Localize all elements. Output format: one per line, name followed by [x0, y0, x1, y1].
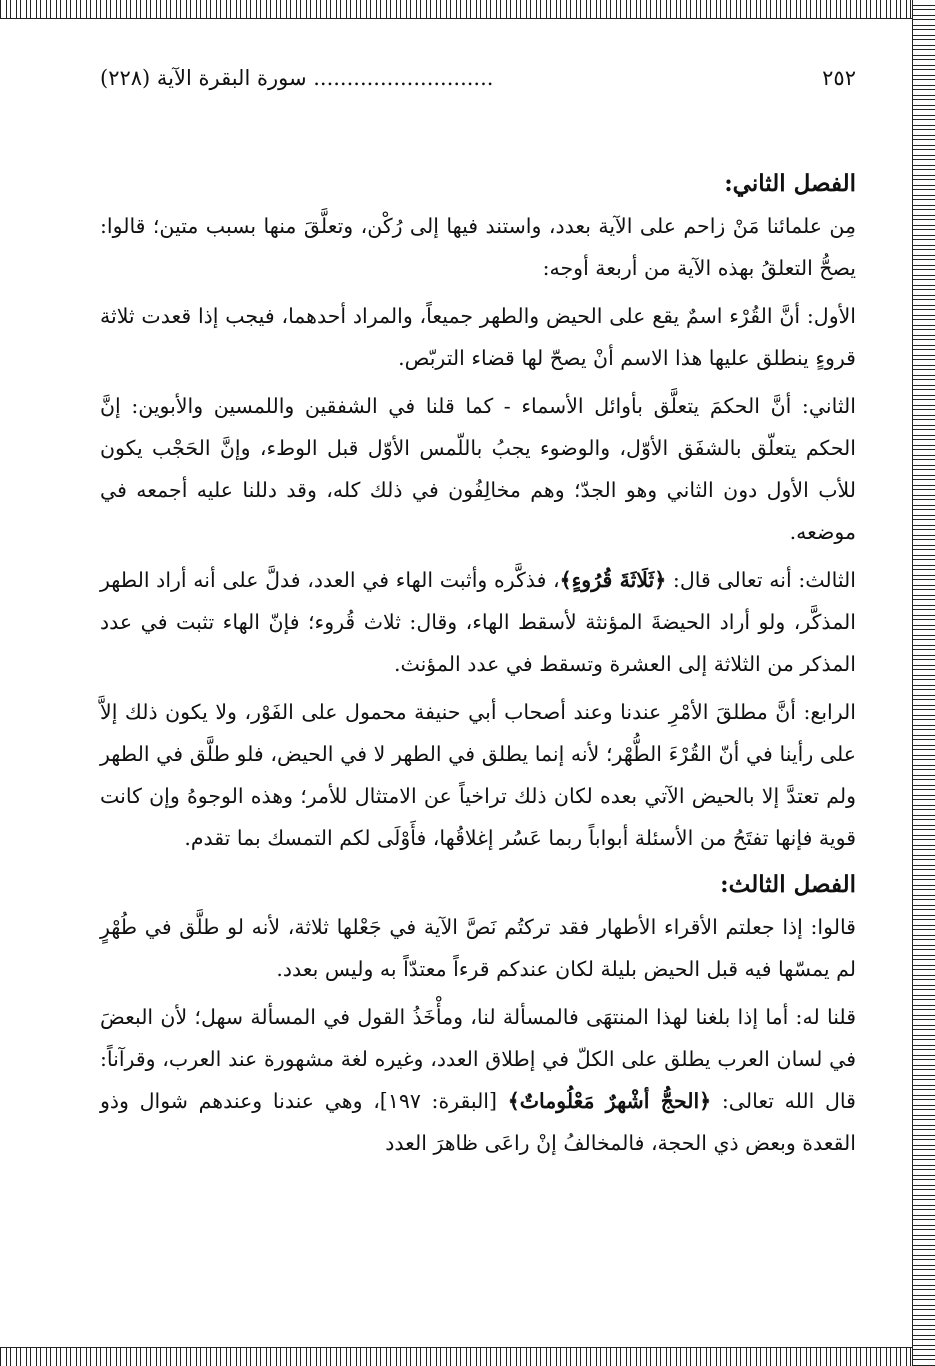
top-border: [0, 0, 935, 19]
paragraph: مِن علمائنا مَنْ زاحم على الآية بعدد، واستند فيها إلى رُكْن، وتعلَّقَ منها بسبب متين؛ قالوا: يصحُّ التعلقُ بهذه الآية من أربعة أوجه:: [100, 214, 856, 280]
section-heading-3: الفصل الثالث:: [720, 871, 856, 898]
text-run: ، فذكَّره وأثبت الهاء في العدد، فدلَّ على أنه أراد الطهر المذكَّر، ولو أراد الحيضةَ المؤنثة لأسقط الهاء، وقال: ثلاث قُروء؛ فإنّ الهاء تثبت في عدد المذكر من الثلاثة إلى العشرة وتسقط في عدد المؤنث.: [100, 568, 856, 676]
section-heading-2: الفصل الثاني:: [724, 170, 856, 197]
page-body: [100, 66, 856, 1170]
paragraph: الأول: أنَّ القُرْء اسمٌ يقع على الحيض والطهر جميعاً، والمراد أحدهما، فيجب إذا قعدت ثلاثة قروءٍ ينطلق عليها هذا الاسم أنْ يصحّ لها قضاء التربّص.: [100, 304, 856, 370]
text-run: [البقرة: ١٩٧]، وهي عندنا وعندهم شوال وذو القعدة وبعض ذي الحجة، فالمخالفُ إنْ راعَى ظاهرَ العدد: [100, 1089, 856, 1155]
bottom-border: [0, 1347, 935, 1366]
running-header: [100, 66, 856, 106]
text-run: قلنا له: أما إذا بلغنا لهذا المنتهَى فالمسألة لنا، ومأْخَذُ القول في المسألة سهل؛ لأن البعضَ في لسان العرب يطلق على الكلّ في إطلاق العدد، وغيره لغة مشهورة عند العرب، وقرآناً: قال الله تعالى:: [100, 1005, 856, 1113]
quran-quote: ﴿الحجُّ أشْهرٌ مَعْلُوماتٌ﴾: [507, 1089, 712, 1113]
right-border: [912, 0, 935, 1366]
text-run: الثالث: أنه تعالى قال:: [666, 568, 856, 592]
paragraph: [100, 996, 856, 1164]
paragraph: الرابع: أنَّ مطلقَ الأمْرِ عندنا وعند أصحاب أبي حنيفة محمول على الفَوْر، ولا يكون ذلك إلاَّ على رأينا في أنّ القُرْءَ الطُّهْر؛ لأنه إنما يطلق في الطهر لا في الحيض، فلو طلَّق في الطهر ولم تعتدَّ إلا بالحيض الآتي بعده لكان ذلك تراخياً عن الامتثال للأمر؛ وهذه الوجوهُ وإن كانت قوية فإنها تفتَحُ من الأسئلة أبواباً ربما عَسُر إغلاقُها، فأَوْلَى لكم التمسك بما تقدم.: [100, 700, 857, 850]
running-title: ........................... سورة البقرة الآية (٢٢٨): [100, 66, 494, 90]
paragraph: [100, 559, 856, 685]
quran-quote: ﴿ثَلَاثَةَ قُرُوءٍ﴾: [559, 568, 667, 592]
paragraph: الثاني: أنَّ الحكمَ يتعلَّق بأوائل الأسماء - كما قلنا في الشفقين واللمسين والأبوين: إنَّ الحكم يتعلّق بالشفَق الأوّل، والوضوء يجبُ باللّمس الأوّل قبل الوطء، وإنَّ الحَجْب يكون للأب الأول دون الثاني وهو الجدّ؛ وهم مخالِفُون في ذلك كله، وقد دللنا عليه أجمعه في موضعه.: [100, 394, 856, 544]
page-number: ٢٥٢: [822, 66, 856, 90]
paragraph: قالوا: إذا جعلتم الأقراء الأطهار فقد تركتُم نَصَّ الآية في جَعْلها ثلاثة، لأنه لو طلَّق في طُهْرٍ لم يمسّها فيه قبل الحيض بليلة لكان عندكم قرءاً معتدّاً به وليس بعدد.: [100, 915, 856, 981]
